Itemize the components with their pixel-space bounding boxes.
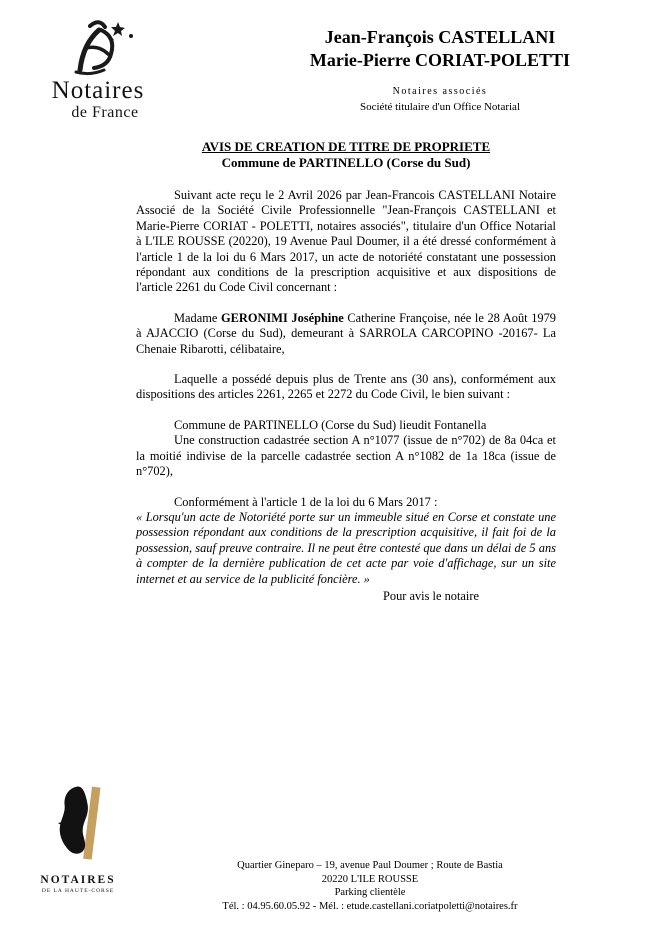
personne-nom: GERONIMI Joséphine xyxy=(220,310,344,325)
personne-suite: Catherine Françoise, née le 28 Août 1979 à AJACCIO (Corse du Sud), demeurant à SARROLA CARCOPINO -20167- La Chenaie Ribarotti, célibataire, xyxy=(136,310,557,356)
office-subtitle-2: Société titulaire d'un Office Notarial xyxy=(360,101,520,113)
footer-address-block xyxy=(150,859,590,913)
notaires-de-france-logo xyxy=(28,16,168,121)
notary-name-2: Marie-Pierre CORIAT-POLETTI xyxy=(309,50,571,70)
office-subtitle-1: Notaires associés xyxy=(392,86,488,97)
footer-address-line2: 20220 L'ILE ROUSSE xyxy=(321,873,419,885)
logo-de-france-text: de France xyxy=(71,104,139,121)
paragraph-loi: Conformément à l'article 1 de la loi du 6 Mars 2017 : xyxy=(174,494,438,509)
corsica-silhouette-icon xyxy=(35,783,121,867)
paragraph-cadastre: Une construction cadastrée section A n°1077 (issue de n°702) de 8a 04ca et la moitié indivise de la parcelle cadastrée section A n°1082 de 1a 18ca (issue de n°702), xyxy=(136,433,556,479)
notaires-haute-corse-logo xyxy=(26,783,130,895)
footer-address-line3: Parking clientèle xyxy=(334,887,406,898)
paragraph-possession: Laquelle a possédé depuis plus de Trente ans (30 ans), conformément aux dispositions des articles 2261, 2265 et 2272 du Code Civil, le bien suivant : xyxy=(136,372,556,402)
signoff: Pour avis le notaire xyxy=(382,588,479,603)
paragraph-personne xyxy=(136,311,556,357)
notary-name-1: Jean-François CASTELLANI xyxy=(324,27,556,47)
office-header xyxy=(250,26,630,114)
notaires-de-france-mark-icon xyxy=(46,16,150,78)
logo-haute-corse-subtext: DE LA HAUTE-CORSE xyxy=(41,888,115,894)
logo-haute-corse-notaires-text: NOTAIRES xyxy=(40,874,116,886)
personne-prefix: Madame xyxy=(174,310,221,325)
document-title-block xyxy=(136,139,556,171)
logo-notaires-text: Notaires xyxy=(51,77,145,104)
paragraph-citation-loi: « Lorsqu'un acte de Notoriété porte sur un immeuble situé en Corse et constate une possession répondant aux conditions de la prescription acquisitive, il fait foi de la possession, sauf preuve contraire. Il ne peut être contesté que dans un délai de 5 ans à compter de la dernière publication de cet acte par voie d'affichage, sur un site internet et au service de la publicité foncière. » xyxy=(136,509,556,586)
footer-address-line1: Quartier Gineparo – 19, avenue Paul Doumer ; Route de Bastia xyxy=(237,860,503,871)
paragraph-acte: Suivant acte reçu le 2 Avril 2026 par Jean-Francois CASTELLANI Notaire Associé de la Société Civile Professionnelle "Jean-François CASTELLANI et Marie-Pierre CORIAT - POLETTI, notaires associés", titulaire d'un Office Notarial à L'ILE ROUSSE (20220), 19 Avenue Paul Doumer, il a été dressé conformément à l'article 1 de la loi du 6 Mars 2017, un acte de notoriété constatant une possession répondant aux conditions de la prescription acquisitive et aux dispositions de l'article 2261 du Code Civil concernant : xyxy=(136,188,556,295)
footer-contact-line: Tél. : 04.95.60.05.92 - Mél. : etude.castellani.coriatpoletti@notaires.fr xyxy=(222,900,518,912)
paragraph-commune: Commune de PARTINELLO (Corse du Sud) lieudit Fontanella xyxy=(174,417,487,432)
document-title: AVIS DE CREATION DE TITRE DE PROPRIETE xyxy=(201,139,491,154)
document-body xyxy=(136,188,556,604)
document-subtitle: Commune de PARTINELLO (Corse du Sud) xyxy=(221,155,471,170)
